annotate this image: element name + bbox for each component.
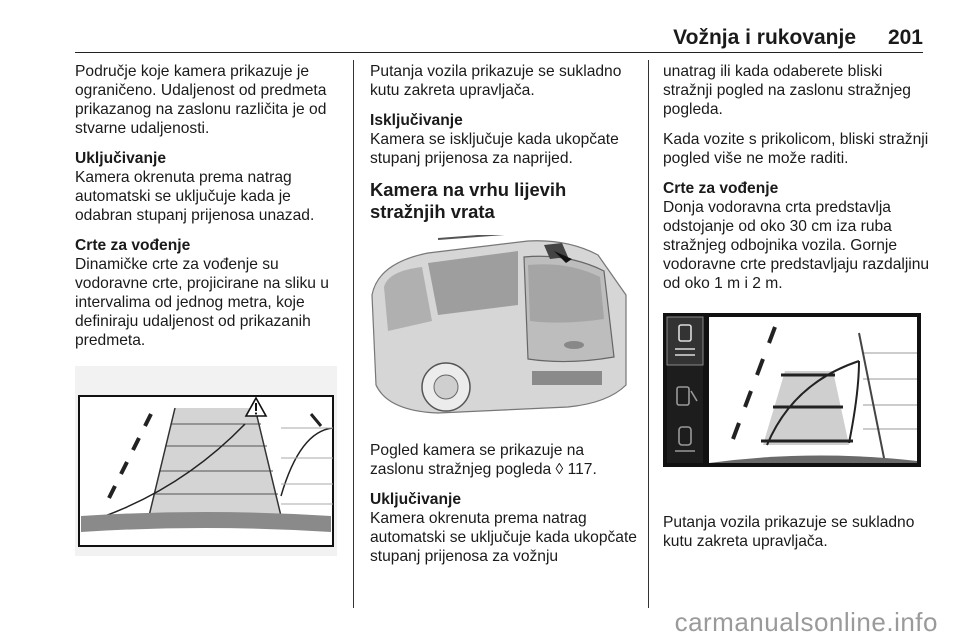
page-number: 201 — [887, 26, 923, 49]
page-reference-number: 117. — [567, 461, 597, 478]
chapter-title: Vožnja i rukovanje — [673, 26, 856, 49]
section-switching-on — [75, 149, 343, 225]
heading-tailgate-camera: Kamera na vrhu lijevih stražnjih vrata — [370, 179, 567, 222]
header-rule — [75, 52, 923, 53]
paragraph-vehicle-path: Putanja vozila prikazuje se sukladno kutu zakreta upravljača. — [370, 63, 622, 99]
section-switching-on-2 — [370, 490, 638, 566]
page-header — [0, 26, 960, 52]
column-2 — [370, 62, 638, 577]
van-rear-camera-illustration — [368, 235, 630, 431]
paragraph-close-rear-view: unatrag ili kada odaberete bliski stražnji pogled na zaslonu stražnjeg pogleda. — [663, 63, 911, 118]
page-reference-icon: ◊ — [555, 461, 564, 478]
watermark: carmanualsonline.info — [674, 607, 938, 637]
text-guide-lines: Dinamičke crte za vođenje su vodoravne crte, projicirane na sliku u intervalima od jednog metra, koje definiraju udaljenost od prikazanih predmeta. — [75, 256, 329, 349]
subheading-switching-on: Uključivanje — [75, 150, 167, 167]
text-switching-on-2: Kamera okrenuta prema natrag automatski se uključuje kada ukopčate stupanj prijenosa za vožnju — [370, 510, 637, 565]
rear-camera-display-illustration — [75, 366, 337, 556]
section-guide-lines — [75, 236, 343, 350]
column-divider-1 — [353, 60, 354, 608]
paragraph-vehicle-path-2: Putanja vozila prikazuje se sukladno kutu zakreta upravljača. — [663, 514, 915, 550]
column-3 — [663, 62, 931, 562]
section-guide-lines-2 — [663, 179, 931, 293]
subheading-guide-lines: Crte za vođenje — [75, 237, 191, 254]
column-divider-2 — [648, 60, 649, 608]
rear-view-screen-illustration — [663, 313, 921, 467]
paragraph-trailer: Kada vozite s prikolicom, bliski stražnji pogled više ne može raditi. — [663, 131, 929, 167]
text-switching-off: Kamera se isključuje kada ukopčate stupanj prijenosa za naprijed. — [370, 131, 619, 167]
subheading-guide-lines-2: Crte za vođenje — [663, 180, 779, 197]
paragraph-camera-area: Područje koje kamera prikazuje je ograničeno. Udaljenost od predmeta prikazanog na zaslonu različita je od stvarne udaljenosti. — [75, 63, 327, 137]
section-switching-off — [370, 111, 638, 168]
text-switching-on: Kamera okrenuta prema natrag automatski se uključuje kada je odabran stupanj prijenosa unazad. — [75, 169, 315, 224]
text-guide-lines-2: Donja vodoravna crta predstavlja odstojanje od oko 30 cm iza ruba stražnjeg odbojnika vozila. Gornje vodoravne crte predstavljaju razdaljinu od oko 1 m i 2 m. — [663, 199, 930, 292]
paragraph-camera-view — [370, 441, 638, 479]
subheading-switching-on-2: Uključivanje — [370, 491, 462, 508]
column-1 — [75, 62, 343, 556]
subheading-switching-off: Isključivanje — [370, 112, 463, 129]
text-camera-view: Pogled kamera se prikazuje na zaslonu stražnjeg pogleda — [370, 442, 585, 478]
